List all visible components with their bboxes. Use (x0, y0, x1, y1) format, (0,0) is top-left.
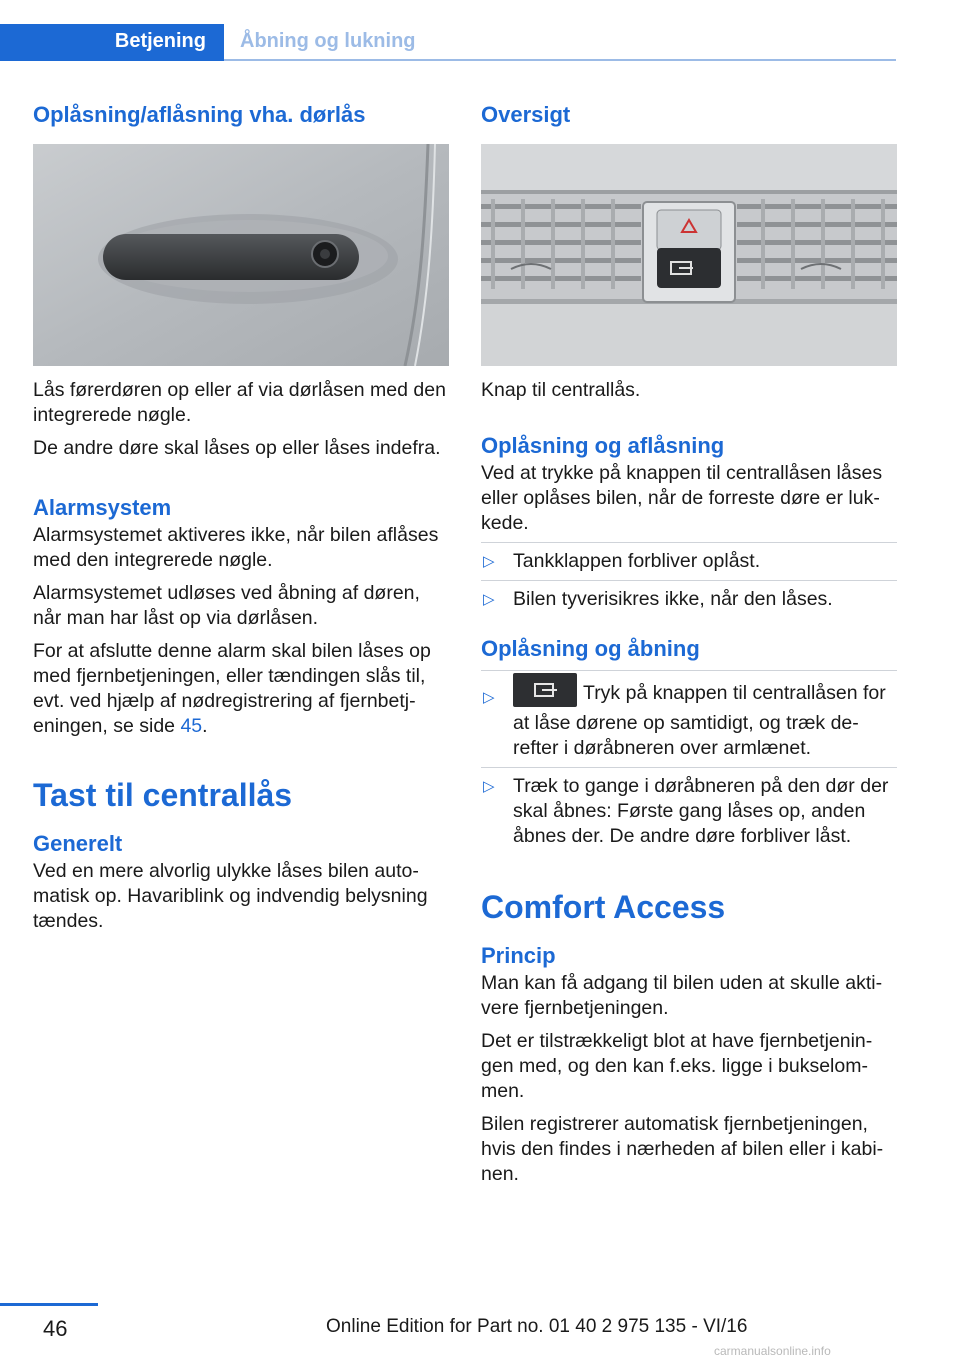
right-column (481, 100, 897, 1187)
general-paragraph: Ved en mere alvorlig ulykke låses bilen auto‐matisk op. Havariblink og indvendig belysning tændes. (33, 860, 428, 932)
section-tab[interactable]: Åbning og lukning (240, 30, 416, 52)
alarm-paragraph-3-text: For at afslutte denne alarm skal bilen låses op med fjernbetjeningen, eller tændingen slås til, evt. ved hjælp af nødregistrering af fjernbetj‐eningen, se side (33, 640, 431, 737)
principle-paragraph-3: Bilen registrerer automatisk fjernbetjeningen, hvis den findes i nærheden af bilen eller i kabi‐nen. (481, 1113, 884, 1185)
list-divider (481, 670, 897, 671)
general-heading: Generelt (33, 831, 123, 856)
central-lock-button-icon (513, 673, 577, 707)
list-divider (481, 580, 897, 581)
door-lock-heading: Oplåsning/aflåsning vha. dørlås (33, 102, 366, 127)
door-handle-image (33, 144, 449, 366)
comfort-access-section-heading: Comfort Access (481, 889, 726, 925)
alarm-paragraph-3 (33, 639, 449, 739)
list-item-text: Tankklappen forbliver oplåst. (513, 550, 761, 572)
chapter-tab-label: Betjening (114, 30, 206, 52)
unlock-open-list (481, 677, 897, 849)
left-column (33, 100, 449, 934)
image-caption: Knap til centrallås. (481, 379, 641, 401)
alarm-paragraph-1: Alarmsystemet aktiveres ikke, når bilen aflåses med den integrerede nøgle. (33, 524, 439, 571)
central-lock-section-heading: Tast til centrallås (33, 777, 293, 813)
triangle-bullet-icon: ▷ (483, 778, 495, 795)
edition-info: Online Edition for Part no. 01 40 2 975 135 - VI/16 (326, 1316, 748, 1337)
list-item-text: Træk to gange i døråbneren på den dør der skal åbnes: Første gang låses op, anden åbnes der. De andre døre forbliver låst. (513, 775, 889, 847)
list-item (481, 677, 897, 761)
lock-unlock-list (481, 549, 897, 612)
lock-unlock-paragraph: Ved at trykke på knappen til centrallåsen låses eller oplåses bilen, når de forreste døre er luk‐kede. (481, 462, 883, 534)
page-reference-link[interactable]: 45 (180, 715, 203, 737)
page-number: 46 (43, 1316, 68, 1341)
principle-paragraph-2: Det er tilstrækkeligt blot at have fjernbetjenin‐gen med, og den kan f.eks. ligge i bukselom‐men. (481, 1030, 873, 1102)
alarm-paragraph-3-end: . (202, 715, 208, 737)
alarm-paragraph-2: Alarmsystemet udløses ved åbning af døren, når man har låst op via dørlåsen. (33, 582, 420, 629)
door-lock-paragraph-1: Lås førerdøren op eller af via dørlåsen med den integrerede nøgle. (33, 379, 446, 426)
footer-accent-line (0, 1303, 98, 1306)
list-item (481, 549, 897, 574)
triangle-bullet-icon: ▷ (483, 689, 495, 706)
list-item (481, 774, 897, 849)
principle-paragraph-1: Man kan få adgang til bilen uden at skulle akti‐vere fjernbetjeningen. (481, 972, 883, 1019)
list-divider (481, 542, 897, 543)
list-divider (481, 767, 897, 768)
chapter-tab[interactable] (0, 24, 224, 61)
page-header (0, 0, 960, 62)
overview-heading: Oversigt (481, 102, 571, 127)
triangle-bullet-icon: ▷ (483, 591, 495, 608)
alarm-heading: Alarmsystem (33, 495, 172, 520)
watermark: carmanualsonline.info (714, 1344, 831, 1358)
door-lock-paragraph-2: De andre døre skal låses op eller låses indefra. (33, 437, 441, 459)
header-divider (224, 59, 896, 61)
central-lock-button-image (481, 144, 897, 366)
unlock-open-heading: Oplåsning og åbning (481, 636, 700, 661)
list-item-text: Tryk på knappen til centrallåsen for at låse dørene op samtidigt, og træk de‐refter i døråbneren over armlænet. (513, 682, 886, 759)
principle-heading: Princip (481, 943, 556, 968)
list-item-text: Bilen tyverisikres ikke, når den låses. (513, 588, 833, 610)
triangle-bullet-icon: ▷ (483, 553, 495, 570)
list-item (481, 587, 897, 612)
lock-unlock-heading: Oplåsning og aflåsning (481, 433, 725, 458)
